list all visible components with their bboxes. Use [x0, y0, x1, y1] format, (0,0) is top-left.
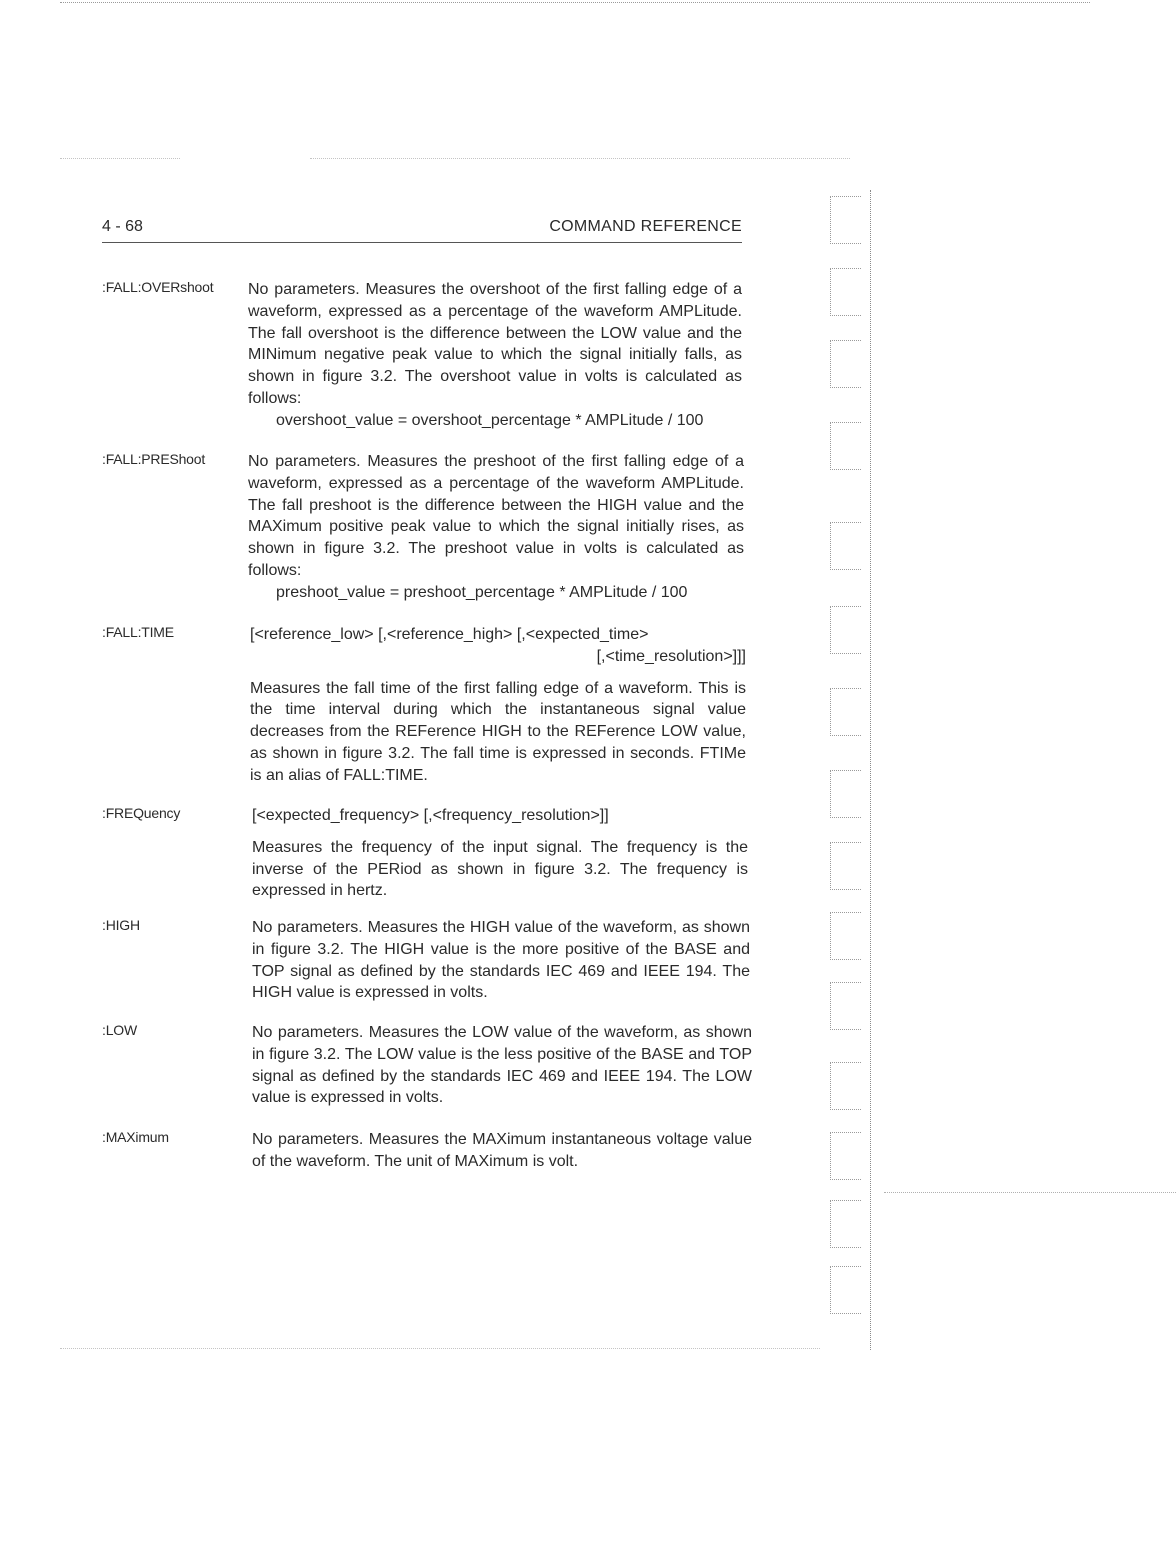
description-text: No parameters. Measures the HIGH value of the waveform, as shown in figure 3.2. The HIGH value is the more positive of the BASE and TOP signal as defined by the standards IEC 469 and IEEE 194. The HIGH value is expressed in volts. — [252, 919, 750, 1002]
index-tab-strip — [818, 160, 890, 1350]
index-tab — [830, 912, 861, 960]
page-number: 4 - 68 — [102, 218, 143, 235]
description-text: No parameters. Measures the overshoot of the first falling edge of a waveform, expressed as a percentage of the waveform AMPLitude. The fall overshoot is the difference between the LOW value and the MINimum negative peak value to which the signal initially falls, as shown in figure 3.2. The overshoot value in volts is calculated as follows: — [248, 281, 742, 407]
index-tab — [830, 606, 861, 654]
description-text: No parameters. Measures the preshoot of the first falling edge of a waveform, expressed as a percentage of the waveform AMPLitude. The fall preshoot is the difference between the HIGH value and the MAXimum positive peak value to which the signal initially rises, as shown in figure 3.2. The preshoot value in volts is calculated as follows: — [248, 453, 744, 579]
index-tab — [830, 340, 861, 388]
command-description — [252, 1022, 752, 1109]
index-tab — [830, 422, 861, 470]
description-text: Measures the fall time of the first falling edge of a waveform. This is the time interval during which the instantaneous signal value decreases from the REFerence HIGH to the REFerence LOW value, as shown in figure 3.2. The fall time is expressed in seconds. FTIMe is an alias of FALL:TIME. — [250, 679, 746, 784]
command-name: :FALL:TIME — [102, 624, 174, 640]
tab-strip-edge — [870, 190, 871, 1350]
command-description — [252, 805, 748, 902]
index-tab — [830, 770, 861, 818]
index-tab — [830, 1200, 861, 1248]
index-tab — [830, 1062, 861, 1110]
syntax-line: [<expected_frequency> [,<frequency_resolution>]] — [252, 807, 609, 824]
index-tab — [830, 196, 861, 244]
index-tab — [830, 268, 861, 316]
description-text: Measures the frequency of the input signal. The frequency is the inverse of the PERiod as shown in figure 3.2. The frequency is expressed in hertz. — [252, 838, 748, 900]
command-description — [250, 624, 746, 787]
command-description — [252, 917, 750, 1004]
index-tab — [830, 522, 861, 570]
syntax-line: [<reference_low> [,<reference_high> [,<expected_time> — [250, 626, 649, 643]
scan-top-edge — [60, 2, 1090, 3]
formula: preshoot_value = preshoot_percentage * AMPLitude / 100 — [276, 583, 688, 601]
command-name: :FREQuency — [102, 805, 181, 821]
syntax-continuation: [,<time_resolution>]]] — [596, 647, 746, 665]
index-tab — [830, 982, 861, 1030]
page-header — [102, 218, 742, 243]
index-tab — [830, 842, 861, 890]
scan-noise-line — [310, 158, 850, 159]
command-name: :LOW — [102, 1022, 137, 1038]
command-description — [252, 1129, 752, 1173]
spacer — [252, 827, 748, 837]
scan-noise-line — [60, 1348, 820, 1349]
formula: overshoot_value = overshoot_percentage * AMPLitude / 100 — [276, 411, 704, 429]
command-name: :MAXimum — [102, 1129, 169, 1145]
command-name: :FALL:OVERshoot — [102, 279, 214, 295]
index-tab — [830, 688, 861, 736]
spacer — [250, 668, 746, 678]
command-name: :FALL:PREShoot — [102, 451, 206, 467]
command-description — [248, 451, 744, 604]
scan-noise-line — [884, 1192, 1176, 1193]
index-tab — [830, 1266, 861, 1314]
description-text: No parameters. Measures the MAXimum instantaneous voltage value of the waveform. The unit of MAXimum is volt. — [252, 1131, 752, 1170]
index-tab — [830, 1132, 861, 1180]
command-description — [248, 279, 742, 432]
description-text: No parameters. Measures the LOW value of the waveform, as shown in figure 3.2. The LOW value is the less positive of the BASE and TOP signal as defined by the standards IEC 469 and IEEE 194. The LOW value is expressed in volts. — [252, 1024, 752, 1107]
command-name: :HIGH — [102, 917, 140, 933]
scan-noise-line — [60, 158, 180, 159]
section-title: COMMAND REFERENCE — [549, 218, 742, 235]
